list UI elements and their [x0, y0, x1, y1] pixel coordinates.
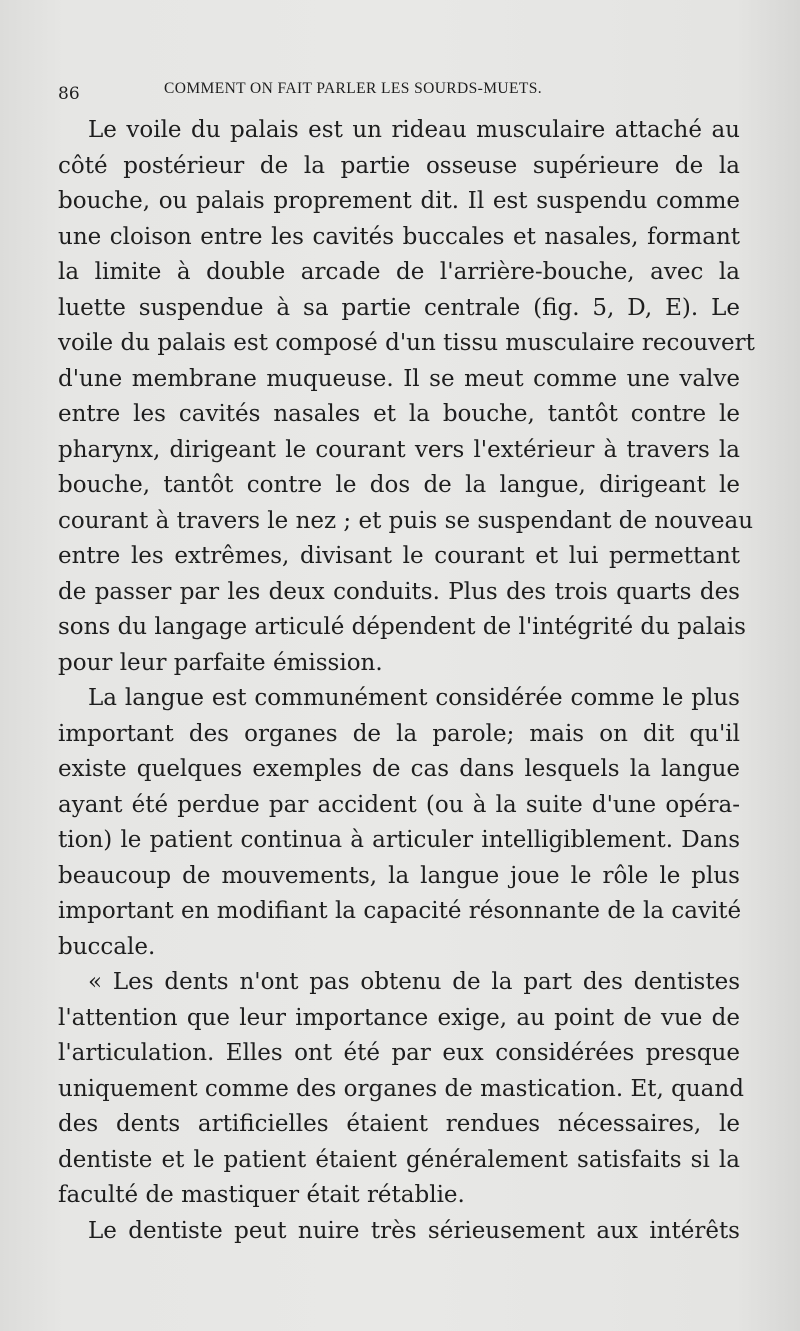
running-title: COMMENT ON FAIT PARLER LES SOURDS-MUETS.	[164, 80, 543, 97]
text-line: courant à travers le nez ; et puis se suspendant de nouveau	[58, 507, 754, 534]
text-line: d'une membrane muqueuse. Il se meut comme une valve	[58, 365, 740, 392]
text-line: sons du langage articulé dépendent de l'intégrité du palais	[58, 614, 746, 640]
text-line: l'attention que leur importance exige, au point de vue de	[58, 1004, 740, 1031]
text-line: ayant été perdue par accident (ou à la suite d'une opéra-	[58, 791, 740, 818]
page-number: 86	[58, 84, 80, 104]
text-line: pour leur parfaite émission.	[58, 649, 383, 676]
text-line: des dents artificielles étaient rendues nécessaires, le	[58, 1111, 740, 1137]
text-line: Le voile du palais est un rideau musculaire attaché au	[88, 117, 740, 143]
text-line: luette suspendue à sa partie centrale (fig. 5, D, E). Le	[58, 294, 740, 321]
text-line: de passer par les deux conduits. Plus des trois quarts des	[58, 578, 740, 605]
page-header	[58, 78, 748, 102]
text-line: une cloison entre les cavités buccales et nasales, formant	[58, 223, 740, 250]
text-line: la limite à double arcade de l'arrière-bouche, avec la	[58, 259, 740, 285]
text-line: bouche, tantôt contre le dos de la langue, dirigeant le	[58, 472, 740, 498]
text-line: uniquement comme des organes de mastication. Et, quand	[58, 1075, 744, 1102]
text-line: beaucoup de mouvements, la langue joue le rôle le plus	[58, 862, 740, 889]
body-text	[58, 113, 755, 1249]
text-line: « Les dents n'ont pas obtenu de la part des dentistes	[88, 969, 740, 995]
text-line: entre les extrêmes, divisant le courant et lui permettant	[58, 543, 740, 569]
text-line: tion) le patient continua à articuler intelligiblement. Dans	[58, 827, 740, 853]
text-line: côté postérieur de la partie osseuse supérieure de la	[58, 152, 740, 179]
text-line: buccale.	[58, 933, 156, 960]
text-line: bouche, ou palais proprement dit. Il est suspendu comme	[58, 188, 740, 214]
text-line: important des organes de la parole; mais on dit qu'il	[58, 720, 740, 747]
text-line: important en modifiant la capacité résonnante de la cavité	[58, 898, 742, 924]
text-line: La langue est communément considérée comme le plus	[88, 685, 740, 711]
text-line: pharynx, dirigeant le courant vers l'extérieur à travers la	[58, 436, 740, 463]
text-line: Le dentiste peut nuire très sérieusement aux intérêts	[88, 1217, 740, 1244]
text-line: voile du palais est composé d'un tissu musculaire recouvert	[58, 330, 755, 356]
text-line: l'articulation. Elles ont été par eux considérées presque	[58, 1040, 740, 1066]
text-line: entre les cavités nasales et la bouche, tantôt contre le	[58, 401, 740, 427]
text-line: dentiste et le patient étaient généralement satisfaits si la	[58, 1146, 740, 1173]
text-line: faculté de mastiquer était rétablie.	[58, 1182, 465, 1208]
text-line: existe quelques exemples de cas dans lesquels la langue	[58, 756, 740, 782]
